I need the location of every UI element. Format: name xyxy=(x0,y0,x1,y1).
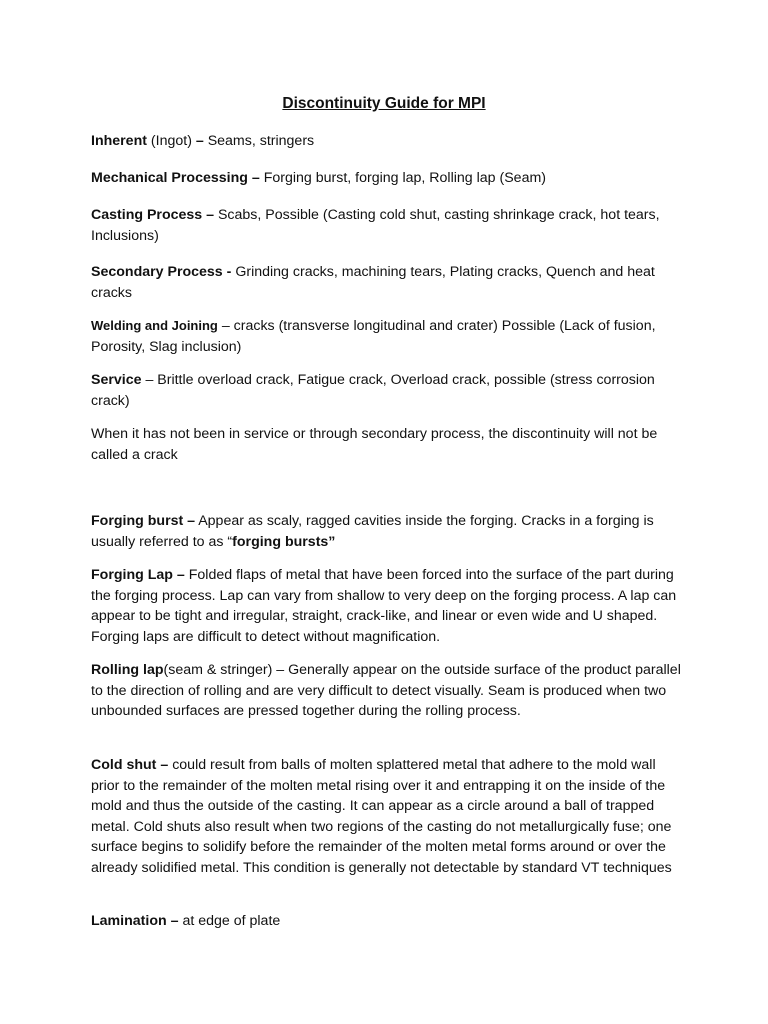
term-forging-lap: Forging Lap – xyxy=(91,567,185,583)
desc-inherent: Seams, stringers xyxy=(203,133,315,149)
inherent-dash: – xyxy=(195,133,204,149)
desc-casting-process: Scabs, Possible (Casting cold shut, casting shrinkage crack, hot tears, Inclusions) xyxy=(91,207,660,244)
emph-forging-bursts: forging bursts” xyxy=(232,533,336,550)
entry-service xyxy=(91,370,681,411)
desc-service: – Brittle overload crack, Fatigue crack, Overload crack, possible (stress corrosion crack) xyxy=(91,372,655,409)
term-inherent: Inherent xyxy=(91,133,147,149)
desc-lamination: at edge of plate xyxy=(178,913,281,929)
inherent-qualifier: (Ingot) xyxy=(146,133,196,149)
entry-cold-shut xyxy=(91,755,681,878)
entry-inherent xyxy=(91,131,681,152)
desc-mechanical-processing: Forging burst, forging lap, Rolling lap (Seam) xyxy=(259,170,547,186)
note-crack: When it has not been in service or through secondary process, the discontinuity will not be called a crack xyxy=(91,426,658,463)
desc-welding-joining: – cracks (transverse longitudinal and crater) Possible (Lack of fusion, Porosity, Slag inclusion) xyxy=(91,318,656,355)
term-forging-burst: Forging burst – xyxy=(91,513,196,529)
term-cold-shut: Cold shut – xyxy=(91,757,169,773)
entry-casting-process xyxy=(91,205,681,246)
entry-forging-lap xyxy=(91,565,681,647)
term-mechanical-processing: Mechanical Processing – xyxy=(91,170,260,186)
term-secondary-process: Secondary Process - xyxy=(91,264,232,280)
term-lamination: Lamination – xyxy=(91,913,179,929)
desc-secondary-process: Grinding cracks, machining tears, Plating cracks, Quench and heat cracks xyxy=(91,264,655,301)
desc-rolling-lap: (seam & stringer) – Generally appear on the outside surface of the product parallel to the direction of rolling and are very difficult to detect visually. Seam is produced when two unbounded surfaces are pressed together during the rolling process. xyxy=(91,662,681,719)
term-rolling-lap: Rolling lap xyxy=(91,662,164,678)
term-service: Service xyxy=(91,372,142,388)
term-welding-joining: Welding and Joining xyxy=(91,318,218,333)
entry-secondary-process xyxy=(91,262,681,303)
term-casting-process: Casting Process – xyxy=(91,207,215,223)
desc-forging-lap: Folded flaps of metal that have been forced into the surface of the part during the forging process. Lap can vary from shallow to very deep on the forging process. A lap can appear to be tight and irregular, straight, crack-like, and linear or even wide and U shaped. Forging laps are difficult to detect without magnification. xyxy=(91,567,677,645)
entry-lamination xyxy=(91,911,681,932)
entry-rolling-lap xyxy=(91,660,681,722)
document-title: Discontinuity Guide for MPI xyxy=(282,95,486,112)
entry-mechanical-processing xyxy=(91,168,681,189)
desc-cold-shut: could result from balls of molten splattered metal that adhere to the mold wall prior to the remainder of the molten metal rising over it and entrapping it on the inside of the mold and thus the outside of the casting. It can appear as a circle around a ball of trapped metal. Cold shuts also result when two regions of the casting do not metallurgically fuse; one surface begins to solidify before the remainder of the molten metal forms around or over the already solidified metal. This condition is generally not detectable by standard VT techniques xyxy=(91,757,672,876)
desc-forging-burst: Appear as scaly, ragged cavities inside the forging. Cracks in a forging is usually referred to as “ xyxy=(91,513,654,550)
entry-forging-burst xyxy=(91,511,681,552)
entry-welding-joining xyxy=(91,316,681,357)
